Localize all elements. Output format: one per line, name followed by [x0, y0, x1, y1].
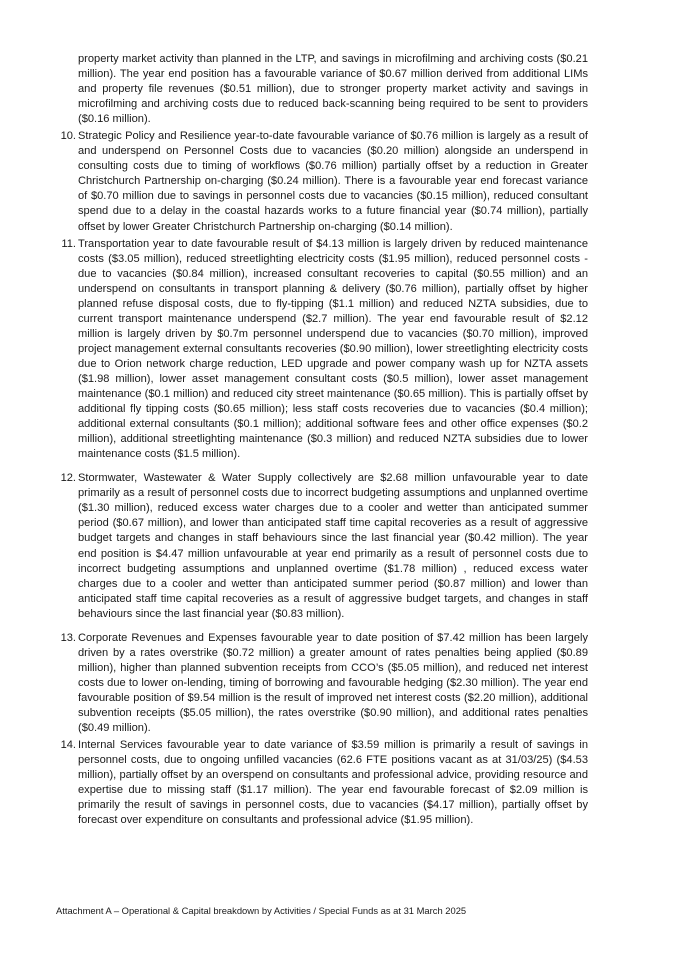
paragraph-number: 10. — [60, 130, 76, 143]
paragraph-14-internal-services — [56, 738, 588, 828]
paragraph-number: 14. — [60, 739, 76, 752]
paragraph-12-three-waters — [56, 471, 588, 621]
paragraph-number: 11. — [61, 237, 76, 250]
paragraph-text: Corporate Revenues and Expenses favourable year to date position of $7.42 million has been largely driven by a rates overstrike ($0.72 million) a greater amount of rates penalties being applied ($0.89 million), higher than planned subvention receipts from CCO’s ($5.05 million), and reduced net interest costs due to lower on-lending, timing of borrowing and favourable hedging ($2.30 million). The year end favourable position of $9.54 million is the result of improved net interest costs ($2.20 million), additional subvention receipts ($5.05 million), the rates overstrike ($0.90 million), and additional rates penalties ($0.49 million). — [78, 631, 588, 735]
paragraph-number: 12. — [60, 472, 76, 485]
paragraph-text: Strategic Policy and Resilience year-to-date favourable variance of $0.76 million is largely as a result of and underspend on Personnel Costs due to vacancies ($0.20 million) alongside an underspend in consulting costs due to timing of workflows ($0.76 million) partially offset by a reduction in Greater Christchurch Partnership on-charging ($0.24 million). There is a favourable year end forecast variance of $0.70 million due to savings in personnel costs due to vacancies ($0.15 million), reduced consultant spend due to a delay in the coastal hazards works to a future financial year ($0.74 million), partially offset by lower Greater Christchurch Partnership on-charging ($0.14 million). — [78, 130, 588, 233]
paragraph-10-strategic-policy — [56, 129, 588, 234]
paragraph-text: Transportation year to date favourable result of $4.13 million is largely driven by reduced maintenance costs ($3.05 million), reduced streetlighting electricity costs ($1.95 million), reduced personnel costs - due to vacancies ($0.84 million), increased consultant recoveries to capital ($0.55 million) and an underspend on consultants in transport planning & delivery ($0.76 million), partially offset by higher planned refuse disposal costs, due to fly-tipping ($1.1 million) and reduced NZTA subsidies, due to current transport maintenance underspend ($2.7 million). The year end favourable result of $2.12 million is largely driven by $0.7m personnel underspend due to vacancies ($0.70 million), improved project management external consultants recoveries ($0.90 million), lower streetlighting electricity costs due to Orion network charge reduction, LED upgrade and power company wash up for NZTA assets ($1.98 million), lower asset management consultant costs ($0.5 million), lower asset management maintenance ($0.1 million) and reduced city street maintenance ($0.65 million). This is partially offset by additional fly tipping costs ($0.65 million); less staff costs recoveries due to vacancies ($0.4 million); additional external consultants ($0.1 million); additional software fees and other office expenses ($0.2 million), additional streetlighting maintenance ($0.3 million) and reduced NZTA subsidies due to lower maintenance costs ($1.5 million). — [78, 237, 588, 461]
paragraph-13-corporate-revenues — [56, 631, 588, 736]
paragraph-text: Internal Services favourable year to date variance of $3.59 million is primarily a result of savings in personnel costs, due to ongoing unfilled vacancies (62.6 FTE positions vacant as at 31/03/25) ($4.53 million), partially offset by an overspend on consultants and professional advice, providing resource and expertise due to missing staff ($1.17 million). The year end favourable forecast of $2.09 million is primarily the result of savings in personnel costs, due to vacancies ($4.17 million), partially offset by forecast over expenditure on consultants and professional advice ($1.95 million). — [78, 739, 588, 827]
paragraph-11-transportation — [56, 237, 588, 463]
paragraph-text: property market activity than planned in the LTP, and savings in microfilming and archiving costs ($0.21 million). The year end position has a favourable variance of $0.67 million derived from additional LIMs and property file revenues ($0.51 million), due to stronger property market activity and savings in microfilming and archiving costs due to reduced back-scanning being required to be sent to providers ($0.16 million). — [78, 53, 588, 126]
paragraph-text: Stormwater, Wastewater & Water Supply collectively are $2.68 million unfavourable year to date primarily as a result of personnel costs due to incorrect budgeting assumptions and unplanned overtime ($1.30 million), reduced excess water charges due to a cooler and wetter than anticipated summer period ($0.67 million), and lower than anticipated staff time capital recoveries as a result of aggressive budget targets and changes in staff behaviours since the last financial year ($0.42 million). The year end position is $4.47 million unfavourable at year end primarily as a result of personnel costs due to incorrect budgeting assumptions and unplanned overtime ($1.78 million) , reduced excess water charges due to a cooler and wetter than anticipated summer period ($0.87 million) and lower than anticipated staff time capital recoveries as a result of aggressive budget targets, and changes in staff behaviours since the last financial year ($0.83 million). — [78, 472, 588, 620]
paragraph-number: 13. — [60, 631, 76, 644]
paragraph-continuation — [56, 52, 588, 127]
document-body — [56, 52, 588, 828]
page-footer: Attachment A – Operational & Capital breakdown by Activities / Special Funds as at 31 March 2025 — [56, 905, 467, 916]
